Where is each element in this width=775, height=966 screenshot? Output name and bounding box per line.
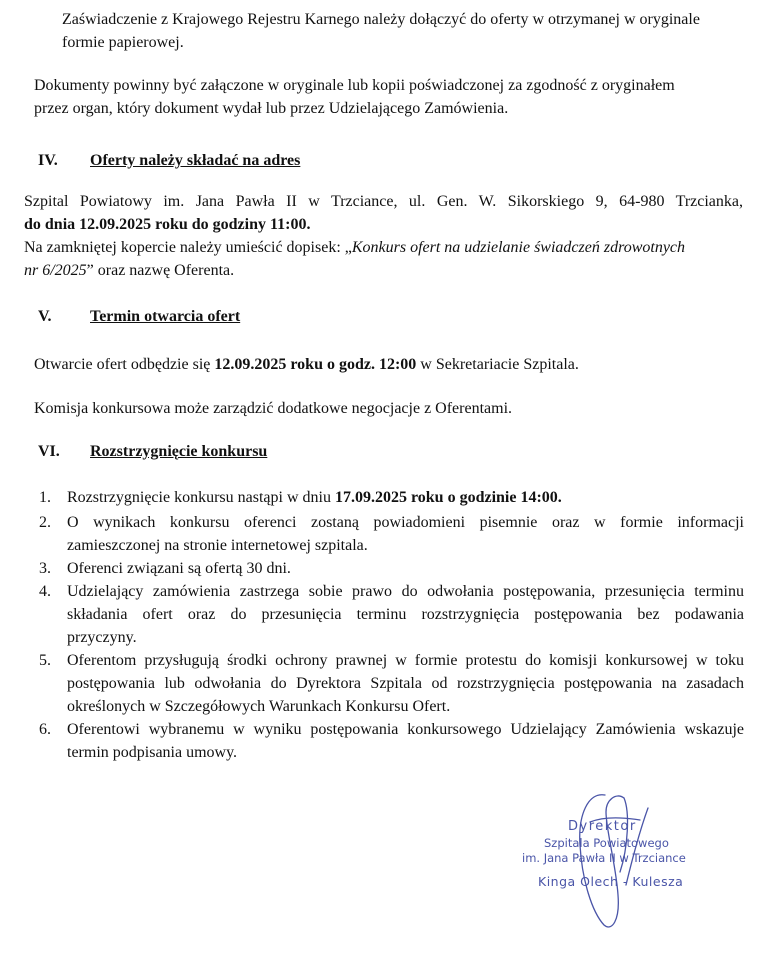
list-item-3-number: 3. [39, 560, 51, 577]
documents-line1: Dokumenty powinny być załączone w oryginale lub kopii poświadczonej za zgodność z oryginałem [34, 77, 675, 94]
envelope-suffix: ” oraz nazwę Oferenta. [86, 262, 235, 279]
stamp-hospital-name: im. Jana Pawła II w Trzciance [522, 851, 686, 865]
section-vi-number: VI. [38, 443, 60, 460]
list-item-6-line2: termin podpisania umowy. [67, 744, 238, 761]
section-iv-number: IV. [38, 152, 58, 169]
address-line: Szpital Powiatowy im. Jana Pawła II w Trzciance, ul. Gen. W. Sikorskiego 9, 64-980 Trzcianka, [24, 193, 743, 210]
section-v-number: V. [38, 308, 52, 325]
stamp-person-name: Kinga Olech - Kulesza [538, 874, 684, 889]
envelope-italic-2: nr 6/2025 [24, 262, 87, 279]
list-item-1-prefix: Rozstrzygnięcie konkursu nastąpi w dniu [67, 489, 335, 506]
opening-suffix: w Sekretariacie Szpitala. [416, 356, 579, 373]
negotiation-line: Komisja konkursowa może zarządzić dodatkowe negocjacje z Oferentami. [34, 400, 513, 417]
stamp-hospital: Szpitala Powiatowego [544, 836, 669, 850]
list-item-4-line2: składania ofert oraz do przesunięcia terminu rozstrzygnięcia postępowania bez podawania [67, 606, 744, 623]
list-item-2-line2: zamieszczonej na stronie internetowej szpitala. [67, 537, 368, 554]
envelope-prefix: Na zamkniętej kopercie należy umieścić dopisek: „ [24, 239, 352, 256]
list-item-4-line1: Udzielający zamówienia zastrzega sobie prawo do odwołania postępowania, przesunięcia terminu [67, 583, 744, 600]
list-item-5-line1: Oferentom przysługują środki ochrony prawnej w formie protestu do komisji konkursowej w toku [67, 652, 744, 669]
opening-prefix: Otwarcie ofert odbędzie się [34, 356, 215, 373]
list-item-1-number: 1. [39, 489, 51, 506]
krk-requirement-line2: formie papierowej. [62, 34, 184, 51]
list-item-5-line3: określonych w Szczegółowych Warunkach Konkursu Ofert. [67, 698, 451, 715]
documents-line2: przez organ, który dokument wydał lub przez Udzielającego Zamówienia. [34, 100, 509, 117]
list-item-6-line1: Oferentowi wybranemu w wyniku postępowania konkursowego Udzielający Zamówienia wskazuje [67, 721, 744, 738]
list-item-2-line1: O wynikach konkursu oferenci zostaną powiadomieni pisemnie oraz w formie informacji [67, 514, 744, 531]
opening-date: 12.09.2025 roku o godz. 12:00 [214, 356, 417, 373]
list-item-4-number: 4. [39, 583, 51, 600]
stamp-title: Dyrektor [568, 819, 637, 834]
list-item-6-number: 6. [39, 721, 51, 738]
deadline-bold: do dnia 12.09.2025 roku do godziny 11:00. [24, 216, 311, 233]
list-item-4-line3: przyczyny. [67, 629, 137, 646]
section-iv-title: Oferty należy składać na adres [90, 152, 301, 169]
section-vi-title: Rozstrzygnięcie konkursu [90, 443, 268, 460]
krk-requirement-line1: Zaświadczenie z Krajowego Rejestru Karnego należy dołączyć do oferty w otrzymanej w oryginale [62, 11, 700, 28]
list-item-5-line2: postępowania lub odwołania do Dyrektora Szpitala od rozstrzygnięcia postępowania na zasadach [67, 675, 744, 692]
list-item-1-date: 17.09.2025 roku o godzinie 14:00. [334, 489, 562, 506]
section-v-title: Termin otwarcia ofert [90, 308, 241, 325]
list-item-5-number: 5. [39, 652, 51, 669]
envelope-italic-1: Konkurs ofert na udzielanie świadczeń zdrowotnych [351, 239, 686, 256]
list-item-2-number: 2. [39, 514, 51, 531]
list-item-3-line1: Oferenci związani są ofertą 30 dni. [67, 560, 291, 577]
